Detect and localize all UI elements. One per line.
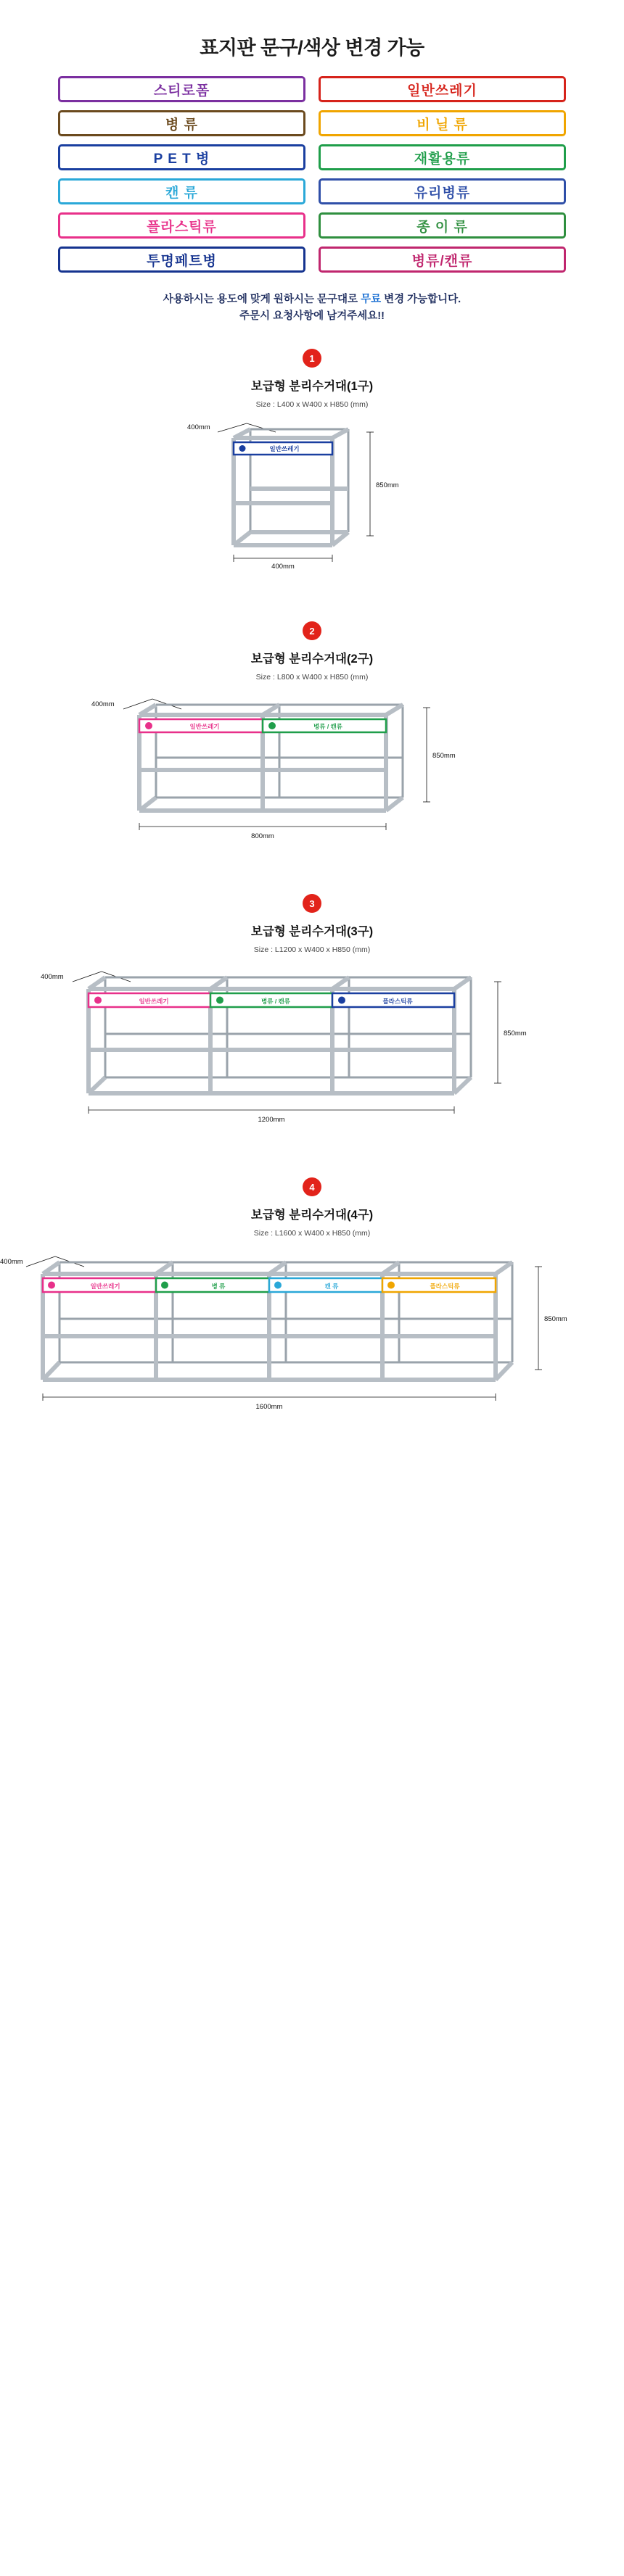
product-section-3 [0, 894, 624, 1128]
section-size: Size : L400 x W400 x H850 (mm) [255, 400, 369, 410]
notice-line2: 주문시 요청사항에 남겨주세요!! [239, 310, 385, 322]
recycle-icon [145, 722, 152, 729]
recycle-icon [268, 722, 276, 729]
depth-label-1: 400mm [187, 423, 210, 432]
section-size: Size : L1200 x W400 x H850 (mm) [253, 945, 371, 955]
product-section-4 [0, 1177, 624, 1415]
section-badge: 4 [303, 1177, 321, 1196]
sign-sample [58, 178, 305, 204]
figure-4 [0, 1245, 624, 1415]
height-label-2: 850mm [432, 752, 456, 761]
section-title: 보급형 분리수거대(4구) [250, 1209, 374, 1222]
rack-diagram-1 [0, 416, 624, 572]
rack-sign-text: 일반쓰레기 [90, 1283, 120, 1291]
sign-sample [58, 212, 305, 239]
section-badge: 1 [303, 349, 321, 368]
sign-sample [319, 76, 566, 102]
rack-sign-text: 병류 / 캔류 [313, 723, 342, 731]
sign-sample [319, 144, 566, 170]
sign-label: 종 이 류 [416, 219, 468, 235]
section-size: Size : L800 x W400 x H850 (mm) [255, 673, 369, 682]
recycle-icon [48, 1282, 55, 1289]
depth-label-4: 400mm [0, 1258, 23, 1267]
product-detail-page [0, 13, 624, 1437]
figure-2 [0, 689, 624, 845]
page-title: 표지판 문구/색상 변경 가능 [200, 37, 424, 59]
sign-label: 투명페트병 [147, 253, 217, 269]
recycle-icon [338, 997, 345, 1004]
width-label-1: 400mm [271, 563, 295, 571]
height-label-4: 850mm [544, 1315, 567, 1324]
product-section-2 [0, 621, 624, 845]
sign-label: P E T 병 [153, 151, 210, 167]
sign-label: 병 류 [165, 117, 198, 133]
section-title: 보급형 분리수거대(3구) [250, 925, 374, 939]
rack-diagram-3 [0, 961, 624, 1128]
height-label-1: 850mm [376, 481, 399, 490]
sign-sample [319, 247, 566, 273]
section-badge: 2 [303, 621, 321, 640]
section-size: Size : L1600 x W400 x H850 (mm) [253, 1229, 371, 1238]
rack-sign-text: 병 류 [211, 1283, 226, 1291]
sign-sample [319, 110, 566, 136]
depth-label-3: 400mm [41, 973, 64, 982]
width-label-3: 1200mm [258, 1116, 285, 1125]
recycle-icon [239, 445, 246, 452]
notice-line1-b: 변경 가능합니다. [381, 294, 461, 306]
rack-sign-text: 병류 / 캔류 [261, 998, 290, 1006]
sign-sample [58, 247, 305, 273]
rack-sign-text: 일반쓰레기 [189, 723, 220, 731]
sign-label: 재활용류 [414, 151, 471, 167]
sign-label: 일반쓰레기 [407, 83, 477, 99]
rack-sign-text: 플라스틱류 [430, 1283, 460, 1291]
sign-label: 병류/캔류 [411, 253, 473, 269]
rack-sign-text: 일반쓰레기 [139, 998, 169, 1006]
recycle-icon [216, 997, 223, 1004]
sign-sample [58, 76, 305, 102]
customization-notice [0, 291, 624, 324]
sign-label: 플라스틱류 [147, 219, 217, 235]
sign-label: 비 닐 류 [416, 117, 468, 133]
notice-line1-a: 사용하시는 용도에 맞게 원하시는 문구대로 [163, 294, 361, 306]
recycle-icon [161, 1282, 168, 1289]
figure-3 [0, 961, 624, 1128]
section-badge: 3 [303, 894, 321, 913]
sign-label: 스티로폼 [153, 83, 210, 99]
section-title: 보급형 분리수거대(2구) [250, 653, 374, 666]
sign-sample [58, 144, 305, 170]
sign-sample [319, 212, 566, 239]
height-label-3: 850mm [504, 1030, 527, 1038]
sign-label: 캔 류 [165, 185, 198, 201]
sign-color-grid [58, 76, 566, 273]
figure-1 [0, 416, 624, 572]
product-section-1 [0, 349, 624, 572]
sign-label: 유리병류 [414, 185, 471, 201]
width-label-2: 800mm [251, 832, 274, 841]
rack-diagram-4 [0, 1245, 624, 1415]
notice-free: 무료 [361, 294, 382, 306]
rack-sign-text: 플라스틱류 [382, 998, 413, 1006]
recycle-icon [387, 1282, 395, 1289]
depth-label-2: 400mm [91, 700, 115, 709]
recycle-icon [274, 1282, 282, 1289]
recycle-icon [94, 997, 102, 1004]
rack-diagram-2 [0, 689, 624, 845]
rack-sign-text: 일반쓰레기 [269, 445, 300, 453]
sign-sample [319, 178, 566, 204]
width-label-4: 1600mm [255, 1403, 283, 1412]
sign-sample [58, 110, 305, 136]
section-title: 보급형 분리수거대(1구) [250, 380, 374, 394]
rack-sign-text: 캔 류 [324, 1283, 339, 1291]
